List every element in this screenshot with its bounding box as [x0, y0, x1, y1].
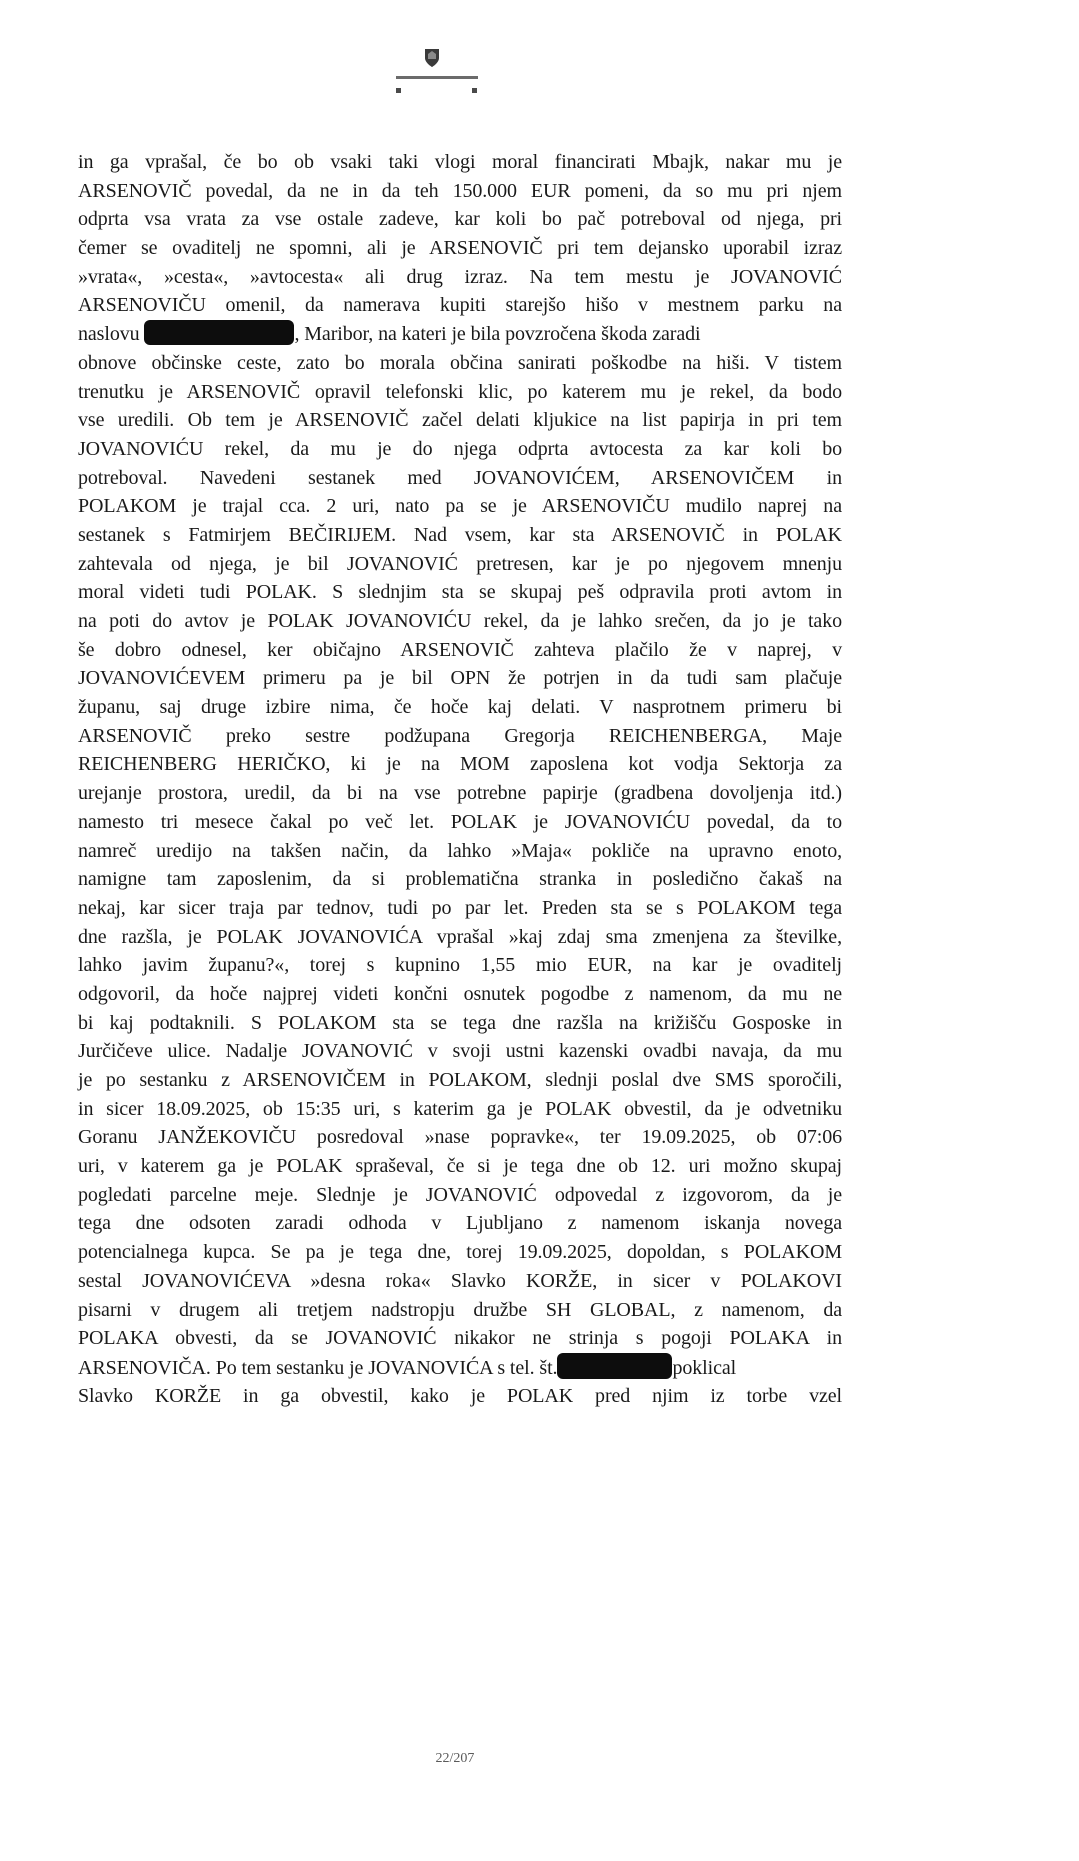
crest-icon [424, 48, 440, 68]
text-line: odprta vsa vrata za vse ostale zadeve, kar koli bo pač potreboval od njega, pri [78, 208, 842, 231]
text-line: vse uredili. Ob tem je ARSENOVIČ začel delati kljukice na list papirja in pri tem [78, 409, 842, 432]
text-line: potencialnega kupca. Se pa je tega dne, torej 19.09.2025, dopoldan, s POLAKOM [78, 1241, 842, 1264]
text-line: potreboval. Navedeni sestanek med JOVANOVIĆEM, ARSENOVIČEM in [78, 466, 842, 489]
text-line: čemer se ovaditelj ne spomni, ali je ARSENOVIČ pri tem dejansko uporabil izraz [78, 237, 842, 260]
text-line: »vrata«, »cesta«, »avtocesta« ali drug izraz. Na tem mestu je JOVANOVIĆ [78, 265, 842, 288]
text-line: pogledati parcelne meje. Slednje je JOVANOVIĆ odpovedal z izgovorom, da je [78, 1183, 842, 1206]
text-line: tega dne odsoten zaradi odhoda v Ljubljano z namenom iskanja novega [78, 1212, 842, 1235]
text-line: POLAKOM je trajal cca. 2 uri, nato pa se je ARSENOVIČU mudilo naprej na [78, 495, 842, 518]
text-line: in ga vprašal, če bo ob vsaki taki vlogi moral financirati Mbajk, nakar mu je [78, 151, 842, 173]
text-line: Goranu JANŽEKOVIČU posredoval »nase popravke«, ter 19.09.2025, ob 07:06 [78, 1126, 842, 1149]
text-line: REICHENBERG HERIČKO, ki je na MOM zaposlena kot vodja Sektorja za [78, 753, 842, 776]
text-line: ARSENOVIČU omenil, da namerava kupiti starejšo hišo v mestnem parku na [78, 294, 842, 317]
page-number: 22/207 [435, 1751, 475, 1766]
text-line: ARSENOVIČ povedal, da ne in da teh 150.000 EUR pomeni, da so mu pri njem [78, 179, 842, 202]
redaction-block [144, 320, 294, 345]
header-rule [396, 76, 478, 79]
text-line: še dobro odnesel, ker običajno ARSENOVIČ zahteva plačilo že v naprej, v [78, 638, 842, 661]
text-line: ARSENOVIČ preko sestre podžupana Gregorja REICHENBERGA, Maje [78, 724, 842, 747]
text-line: uri, v katerem ga je POLAK spraševal, če si je tega dne ob 12. uri možno skupaj [78, 1155, 842, 1178]
text-line: namigne tam zaposlenim, da si problematična stranka in posledično čakaš na [78, 868, 842, 891]
text-line: pisarni v drugem ali tretjem nadstropju družbe SH GLOBAL, z namenom, da [78, 1298, 842, 1321]
text-line: nekaj, kar sicer traja par tednov, tudi po par let. Preden sta se s POLAKOM tega [78, 896, 842, 919]
text-line: zahtevala od njega, je bil JOVANOVIĆ pretresen, kar je po njegovem mnenju [78, 552, 842, 575]
text-line: moral videti tudi POLAK. S slednjim sta se skupaj peš odpravila proti avtom in [78, 581, 842, 604]
text-line: trenutku je ARSENOVIČ opravil telefonski klic, po katerem mu je rekel, da bodo [78, 380, 842, 403]
text-fragment: , Maribor, na kateri je bila povzročena škoda zaradi [294, 323, 701, 346]
text-line: dne razšla, je POLAK JOVANOVIĆA vprašal »kaj zdaj sma zmenjena za številke, [78, 925, 842, 948]
redaction-block [557, 1353, 672, 1379]
text-line: lahko javim županu?«, torej s kupnino 1,55 mio EUR, na kar je ovaditelj [78, 954, 842, 977]
text-line-with-redaction [78, 1353, 842, 1382]
text-line: namreč uredijo na takšen način, da lahko »Maja« pokliče na upravno enoto, [78, 839, 842, 862]
header-dot [472, 88, 477, 93]
header-dot [396, 88, 401, 93]
text-line-with-redaction [78, 320, 842, 349]
text-fragment: naslovu [78, 323, 140, 346]
text-line: odgovoril, da hoče najprej videti končni osnutek pogodbe z namenom, da mu ne [78, 982, 842, 1005]
text-line: Slavko KORŽE in ga obvestil, kako je POLAK pred njim iz torbe vzel [78, 1384, 842, 1407]
text-line: urejanje prostora, uredil, da bi na vse potrebne papirje (gradbena dovoljenja itd.) [78, 782, 842, 805]
text-line: obnove občinske ceste, zato bo morala občina sanirati poškodbe na hiši. V tistem [78, 351, 842, 374]
text-line: Jurčičeve ulice. Nadalje JOVANOVIĆ v svoji ustni kazenski ovadbi navaja, da mu [78, 1040, 842, 1063]
text-line: je po sestanku z ARSENOVIČEM in POLAKOM, slednji poslal dve SMS sporočili, [78, 1069, 842, 1091]
text-line: županu, saj druge izbire nima, če hoče kaj delati. V nasprotnem primeru bi [78, 696, 842, 719]
text-line: JOVANOVIĆEVEM primeru pa je bil OPN že potrjen in da tudi sam plačuje [78, 667, 842, 690]
text-line: sestanek s Fatmirjem BEČIRIJEM. Nad vsem, kar sta ARSENOVIČ in POLAK [78, 523, 842, 546]
text-fragment: ARSENOVIČA. Po tem sestanku je JOVANOVIĆA s tel. št. [78, 1356, 558, 1379]
text-line: sestal JOVANOVIĆEVA »desna roka« Slavko KORŽE, in sicer v POLAKOVI [78, 1269, 842, 1292]
text-line: namesto tri mesece čakal po več let. POLAK je JOVANOVIĆU povedal, da to [78, 810, 842, 833]
text-line: na poti do avtov je POLAK JOVANOVIĆU rekel, da je lahko srečen, da jo je tako [78, 610, 842, 632]
text-fragment: poklical [672, 1356, 737, 1379]
text-line: bi kaj podtaknili. S POLAKOM sta se tega dne razšla na križišču Gosposke in [78, 1011, 842, 1034]
text-line: JOVANOVIĆU rekel, da mu je do njega odprta avtocesta za kar koli bo [78, 437, 842, 460]
document-body [78, 148, 842, 1410]
text-line: in sicer 18.09.2025, ob 15:35 uri, s katerim ga je POLAK obvestil, da je odvetniku [78, 1097, 842, 1120]
document-header [0, 48, 910, 100]
text-line: POLAKA obvesti, da se JOVANOVIĆ nikakor ne strinja s pogoji POLAKA in [78, 1327, 842, 1350]
